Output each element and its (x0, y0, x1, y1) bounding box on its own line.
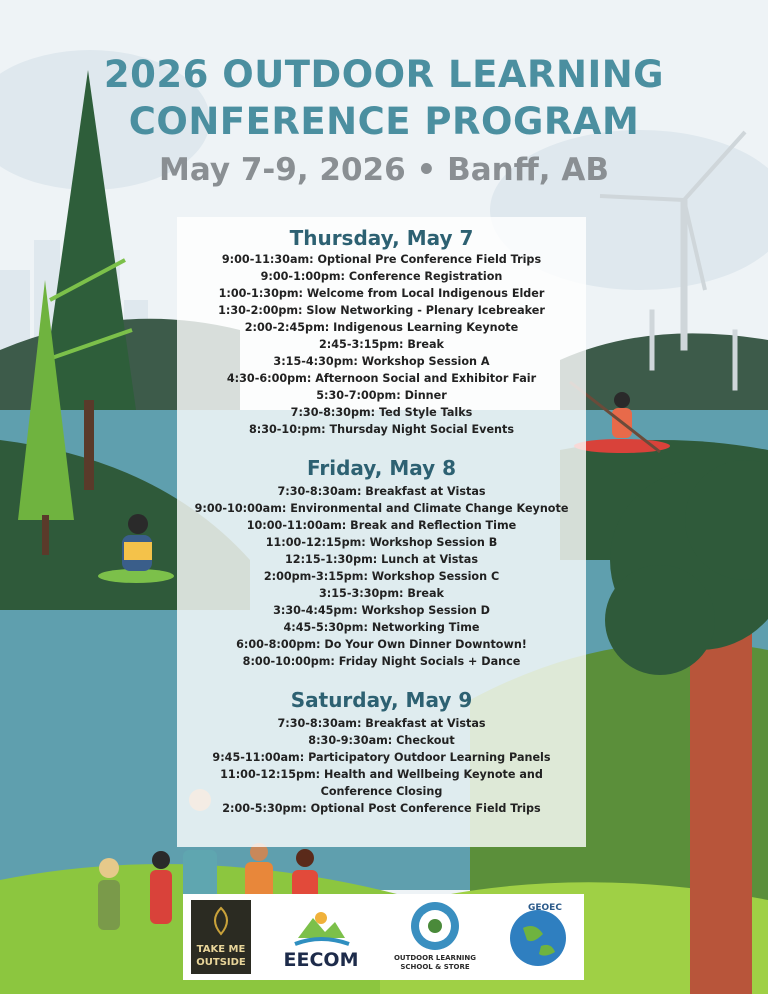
date-location-subtitle: May 7-9, 2026 • Banff, AB (159, 152, 609, 188)
svg-text:GEOEC: GEOEC (528, 903, 562, 913)
schedule-item: 8:30-10:pm: Thursday Night Social Events (248, 423, 515, 436)
schedule-item: 10:00-11:00am: Break and Reflection Time (246, 519, 517, 532)
schedule-list-friday (150, 483, 613, 670)
schedule-item: 4:30-6:00pm: Afternoon Social and Exhibitor Fair (226, 372, 537, 385)
schedule-item: 7:30-8:30am: Breakfast at Vistas (277, 717, 486, 730)
schedule-item: 7:30-8:30pm: Ted Style Talks (290, 406, 473, 419)
schedule-item: 2:00-5:30pm: Optional Post Conference Field Trips (222, 802, 541, 815)
day-heading-friday: Friday, May 8 (306, 456, 457, 480)
sponsor-logos-bar (183, 894, 584, 980)
schedule-item: 2:00-2:45pm: Indigenous Learning Keynote (244, 321, 519, 334)
schedule-item: 7:30-8:30am: Breakfast at Vistas (277, 485, 486, 498)
schedule-item: 11:00-12:15pm: Workshop Session B (265, 536, 498, 549)
schedule-item: 2:00pm-3:15pm: Workshop Session C (263, 570, 500, 583)
take-me-outside-logo (191, 900, 251, 974)
schedule-item: 6:00-8:00pm: Do Your Own Dinner Downtown! (236, 638, 527, 651)
svg-text:OUTSIDE: OUTSIDE (196, 957, 246, 968)
schedule-item: 4:45-5:30pm: Networking Time (283, 621, 480, 634)
schedule-item: 9:45-11:00am: Participatory Outdoor Learning Panels (212, 751, 551, 764)
svg-text:TAKE ME: TAKE ME (196, 944, 246, 955)
schedule-item: 8:30-9:30am: Checkout (308, 734, 455, 747)
svg-text:EECOM: EECOM (283, 949, 359, 971)
svg-text:SCHOOL & STORE: SCHOOL & STORE (400, 963, 470, 971)
schedule-list-saturday (150, 715, 613, 817)
schedule-item: 1:30-2:00pm: Slow Networking - Plenary Icebreaker (218, 304, 545, 317)
sponsor-logos (183, 894, 584, 980)
schedule-item: 3:15-4:30pm: Workshop Session A (273, 355, 490, 368)
page-title-line-2: CONFERENCE PROGRAM (128, 100, 640, 143)
geoec-globe-logo (510, 903, 566, 966)
schedule-item: 9:00-10:00am: Environmental and Climate Change Keynote (194, 502, 569, 515)
schedule-item: 2:45-3:15pm: Break (319, 338, 444, 351)
schedule-item: 11:00-12:15pm: Health and Wellbeing Keynote and Conference Closing (220, 768, 543, 798)
schedule-item: 3:15-3:30pm: Break (319, 587, 444, 600)
svg-text:OUTDOOR LEARNING: OUTDOOR LEARNING (393, 954, 477, 962)
schedule-item: 3:30-4:45pm: Workshop Session D (273, 604, 490, 617)
schedule-item: 8:00-10:00pm: Friday Night Socials + Dance (242, 655, 521, 668)
day-heading-saturday: Saturday, May 9 (290, 688, 473, 712)
schedule-item: 1:00-1:30pm: Welcome from Local Indigenous Elder (218, 287, 545, 300)
day-heading-thursday: Thursday, May 7 (289, 226, 474, 250)
page-title-line-1: 2026 OUTDOOR LEARNING (103, 53, 665, 96)
schedule-list-thursday (150, 251, 613, 438)
schedule-item: 9:00-11:30am: Optional Pre Conference Field Trips (221, 253, 542, 266)
schedule-item: 5:30-7:00pm: Dinner (316, 389, 447, 402)
schedule-item: 9:00-1:00pm: Conference Registration (260, 270, 503, 283)
outdoor-learning-store-logo (394, 902, 476, 971)
schedule-item: 12:15-1:30pm: Lunch at Vistas (285, 553, 478, 566)
eecom-logo (284, 912, 359, 971)
